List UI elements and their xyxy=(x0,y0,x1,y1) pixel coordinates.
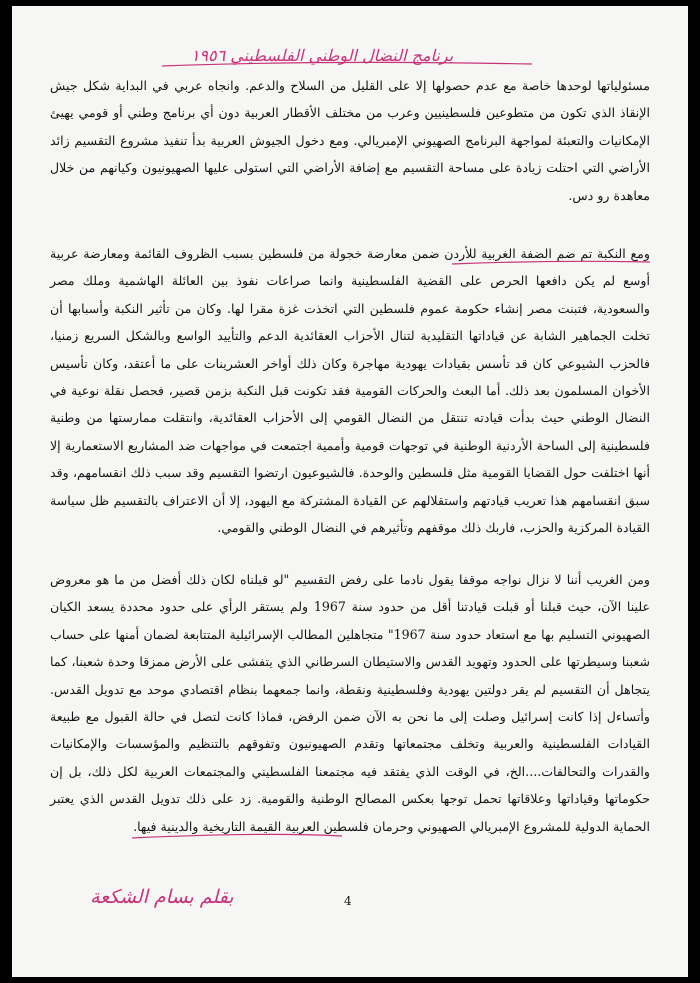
handwritten-signature: بقلم بسام الشكعة xyxy=(90,886,234,908)
underline-header xyxy=(162,62,532,66)
paragraph-3: ومن الغريب أننا لا نزال نواجه موقفا يقول نادما على رفض التقسيم "لو قبلناه لكان ذلك أفضل من ما هو معروض علينا الآن، حيث قبلنا أو قبلت قيادتنا أقل من حدود سنة 1967 ولم يستقر الرأي على حدود محددة يسعد الكيان الصهيوني التسليم بها مع استعاد حدود سنة 1967" متجاهلين المطالب الإسرائيلية المتتابعة لضمان أمنها على حساب شعبنا وسيطرتها على الحدود وتهويد القدس والاستيطان السرطاني الذي يتفشى على الأرض ممزقا وحدة شعبنا، كما يتجاهل أن التقسيم لم يقر دولتين يهودية وفلسطينية ونقطة، وانما جمعهما بنظام اقتصادي موحد مع تدويل القدس. وأتساءل إذا كانت إسرائيل وصلت إلى ما نحن به الآن ضمن الرفض، فماذا كانت لتصل في حالة القبول مع طبيعة القيادات الفلسطينية والعربية وتخلف مجتمعاتها وتقدم الصهيونيون وتفوقهم بالتنظيم والمؤسسات والإمكانيات والقدرات والتحالفات....الخ، في الوقت الذي يفتقد فيه مجتمعنا الفلسطيني والمجتمعات العربية لكل ذلك، بل إن حكوماتها وقياداتها وعلاقاتها تحمل توجها بعكس المصالح الوطنية والقومية. زد على ذلك تدويل القدس الذي يعتبر الحماية الدولية للمشروع الإمبريالي الصهيوني وحرمان فلسطين العربية القيمة التاريخية والدينية فيها. xyxy=(50,572,651,834)
handwritten-header-note: برنامج النضال الوطني الفلسطيني ١٩٥٦ xyxy=(190,46,454,65)
paragraph-1: مسئولياتها لوحدها خاصة مع عدم حصولها إلا على القليل من السلاح والدعم. وانجاه عربي في البداية شكل جيش الإنقاذ الذي تكون من متطوعين فلسطينيين وعرب من مختلف الأقطار العربية دون أي برنامج وطني أو قومي يهيئ الإمكانيات والتعبئة لمواجهة البرنامج الصهيوني الإمبريالي. ومع دخول الجيوش العربية بدأ تنفيذ مشروع التقسيم زائد الأراضي التي احتلت زيادة على مساحة التقسيم مع إضافة الأراضي التي استولى عليها الصهيونيون وكيانهم من خلال معاهدة رو دس. xyxy=(50,78,650,203)
paragraph-2: ومع النكبة تم ضم الضفة الغربية للأردن ضمن معارضة خجولة من فلسطين بسبب الظروف القائمة ومعارضة عربية أوسع لم يكن دافعها الحرص على القضية الفلسطينية وانما صراعات نفوذ بين العائلة الهاشمية وملك مصر والسعودية، فتبنت مصر إنشاء حكومة عموم فلسطين التي اتخذت غزة مقرا لها. وكان من تأثير النكبة وأسبابها أن تخلت الجماهير الشابة عن قياداتها التقليدية لتنال الأحزاب العقائدية الدعم والتأييد الواسع وبالشكل السريع زمنيا، فالحزب الشيوعي كان قد تأسس بقيادات يهودية مهاجرة وكان ذلك أواخر العشرينات على ما أعتقد، وكان تأسيس الأخوان المسلمون بعد ذلك. أما البعث والحركات القومية فقد تكونت قبل النكبة بزمن قصير، فحصل نقلة نوعية في النضال الوطني حيث بدأت قيادته تنتقل من النضال القومي إلى الأحزاب العقائدية، وانتقلت ممارستها من وطنية فلسطينية إلى الساحة الأردنية الوطنية في توجهات قومية وأممية اجتمعت في مواجهات ضد المشاريع الاستعمارية إلا أنها اختلفت حول القضايا القومية مثل فلسطين والوحدة. فالشيوعيون ارتضوا التقسيم وقد سبب ذلك انقسامهم، وقد سبق انقسامهم هذا تعريب قيادتهم واستقلالهم عن القيادة المشتركة مع اليهود، إلا أن الاعتراف بالتقسيم ظل سياسة القيادة المركزية والحزب، فاربك ذلك موقفهم وتأثيرهم في النضال الوطني والقومي. xyxy=(50,246,650,536)
page-number: 4 xyxy=(344,894,352,908)
document-page xyxy=(12,6,688,977)
